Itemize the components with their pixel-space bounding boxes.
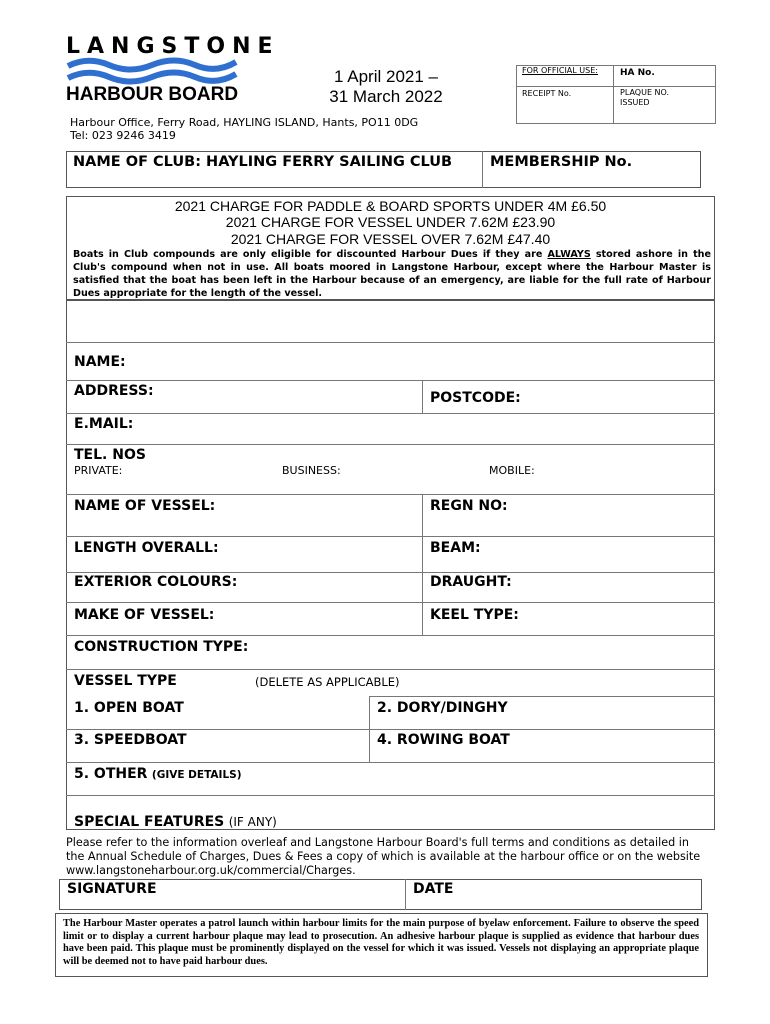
- receipt-number-label: RECEIPT No.: [522, 89, 572, 98]
- option-other[interactable]: 5. OTHER (GIVE DETAILS): [74, 766, 242, 782]
- charge-vessel-over: 2021 CHARGE FOR VESSEL OVER 7.62M £47.40: [230, 231, 551, 247]
- charge-vessel-under: 2021 CHARGE FOR VESSEL UNDER 7.62M £23.90: [225, 214, 556, 230]
- keel-type-field[interactable]: KEEL TYPE:: [430, 607, 519, 623]
- charge-paddle-board: 2021 CHARGE FOR PADDLE & BOARD SPORTS UNDER 4M £6.50: [174, 198, 607, 214]
- wave-logo-icon: [66, 56, 238, 86]
- period-start: 1 April 2021 –: [334, 67, 438, 86]
- exterior-colours-field[interactable]: EXTERIOR COLOURS:: [74, 574, 238, 590]
- vessel-name-field[interactable]: NAME OF VESSEL:: [74, 498, 216, 514]
- option-speedboat[interactable]: 3. SPEEDBOAT: [74, 732, 187, 748]
- private-phone-field[interactable]: PRIVATE:: [74, 464, 123, 477]
- date-field[interactable]: DATE: [413, 881, 454, 897]
- address-field[interactable]: ADDRESS:: [74, 383, 154, 399]
- option-dory-dinghy[interactable]: 2. DORY/DINGHY: [377, 700, 508, 716]
- tel-nos-label: TEL. NOS: [74, 447, 146, 463]
- mobile-phone-field[interactable]: MOBILE:: [489, 464, 535, 477]
- period-end: 31 March 2022: [329, 87, 443, 106]
- construction-type-field[interactable]: CONSTRUCTION TYPE:: [74, 639, 249, 655]
- logo-title: LANGSTONE: [66, 34, 280, 59]
- business-phone-field[interactable]: BUSINESS:: [282, 464, 341, 477]
- harbour-office-address: Harbour Office, Ferry Road, HAYLING ISLAND, Hants, PO11 0DG: [70, 116, 419, 129]
- membership-number-field[interactable]: MEMBERSHIP No.: [490, 154, 633, 170]
- special-features-field[interactable]: SPECIAL FEATURES (IF ANY): [74, 814, 277, 830]
- club-name-label: NAME OF CLUB: HAYLING FERRY SAILING CLUB: [73, 154, 453, 170]
- regn-no-field[interactable]: REGN NO:: [430, 498, 508, 514]
- length-overall-field[interactable]: LENGTH OVERALL:: [74, 540, 219, 556]
- name-field[interactable]: NAME:: [74, 354, 126, 370]
- harbour-office-phone: Tel: 023 9246 3419: [70, 129, 176, 142]
- delete-as-applicable-note: (DELETE AS APPLICABLE): [255, 675, 400, 689]
- postcode-field[interactable]: POSTCODE:: [430, 390, 521, 406]
- always-emphasis: ALWAYS: [547, 249, 591, 260]
- eligibility-text: Boats in Club compounds are only eligible for discounted Harbour Dues if they are ALWAYS stored ashore in the Club's compound when not in use. All boats moored in Langstone Harbour, except where the Harbour Master is satisfied that the boat has been left in the Harbour because of an emergency, are liable for the full rate of Harbour Dues appropriate for the length of the vessel.: [73, 249, 711, 299]
- option-rowing-boat[interactable]: 4. ROWING BOAT: [377, 732, 510, 748]
- plaque-issued-label: ISSUED: [620, 98, 650, 107]
- make-of-vessel-field[interactable]: MAKE OF VESSEL:: [74, 607, 215, 623]
- vessel-type-label: VESSEL TYPE: [74, 673, 177, 689]
- draught-field[interactable]: DRAUGHT:: [430, 574, 512, 590]
- plaque-number-label: PLAQUE NO.: [620, 88, 670, 97]
- patrol-notice-text: The Harbour Master operates a patrol launch within harbour limits for the main purpose of byelaw enforcement. Failure to observe the speed limit or to display a current harbour plaque may lead to prosecution. An adhesive harbour plaque is supplied as evidence that harbour dues have been paid. This plaque must be prominently displayed on the vessel for which it was issued. Vessels not displaying an appropriate plaque will be deemed not to have paid harbour dues.: [63, 918, 699, 967]
- official-use-heading: FOR OFFICIAL USE:: [522, 66, 598, 75]
- ha-number-label: HA No.: [620, 68, 655, 78]
- email-field[interactable]: E.MAIL:: [74, 416, 134, 432]
- logo-subtitle: HARBOUR BOARD: [66, 84, 239, 105]
- terms-text: Please refer to the information overleaf and Langstone Harbour Board's full terms and conditions as detailed in the Annual Schedule of Charges, Dues & Fees a copy of which is available at the harbour office or on the website www.langstoneharbour.org.uk/commercial/Charges.: [66, 836, 701, 877]
- option-open-boat[interactable]: 1. OPEN BOAT: [74, 700, 184, 716]
- signature-field[interactable]: SIGNATURE: [67, 881, 157, 897]
- beam-field[interactable]: BEAM:: [430, 540, 481, 556]
